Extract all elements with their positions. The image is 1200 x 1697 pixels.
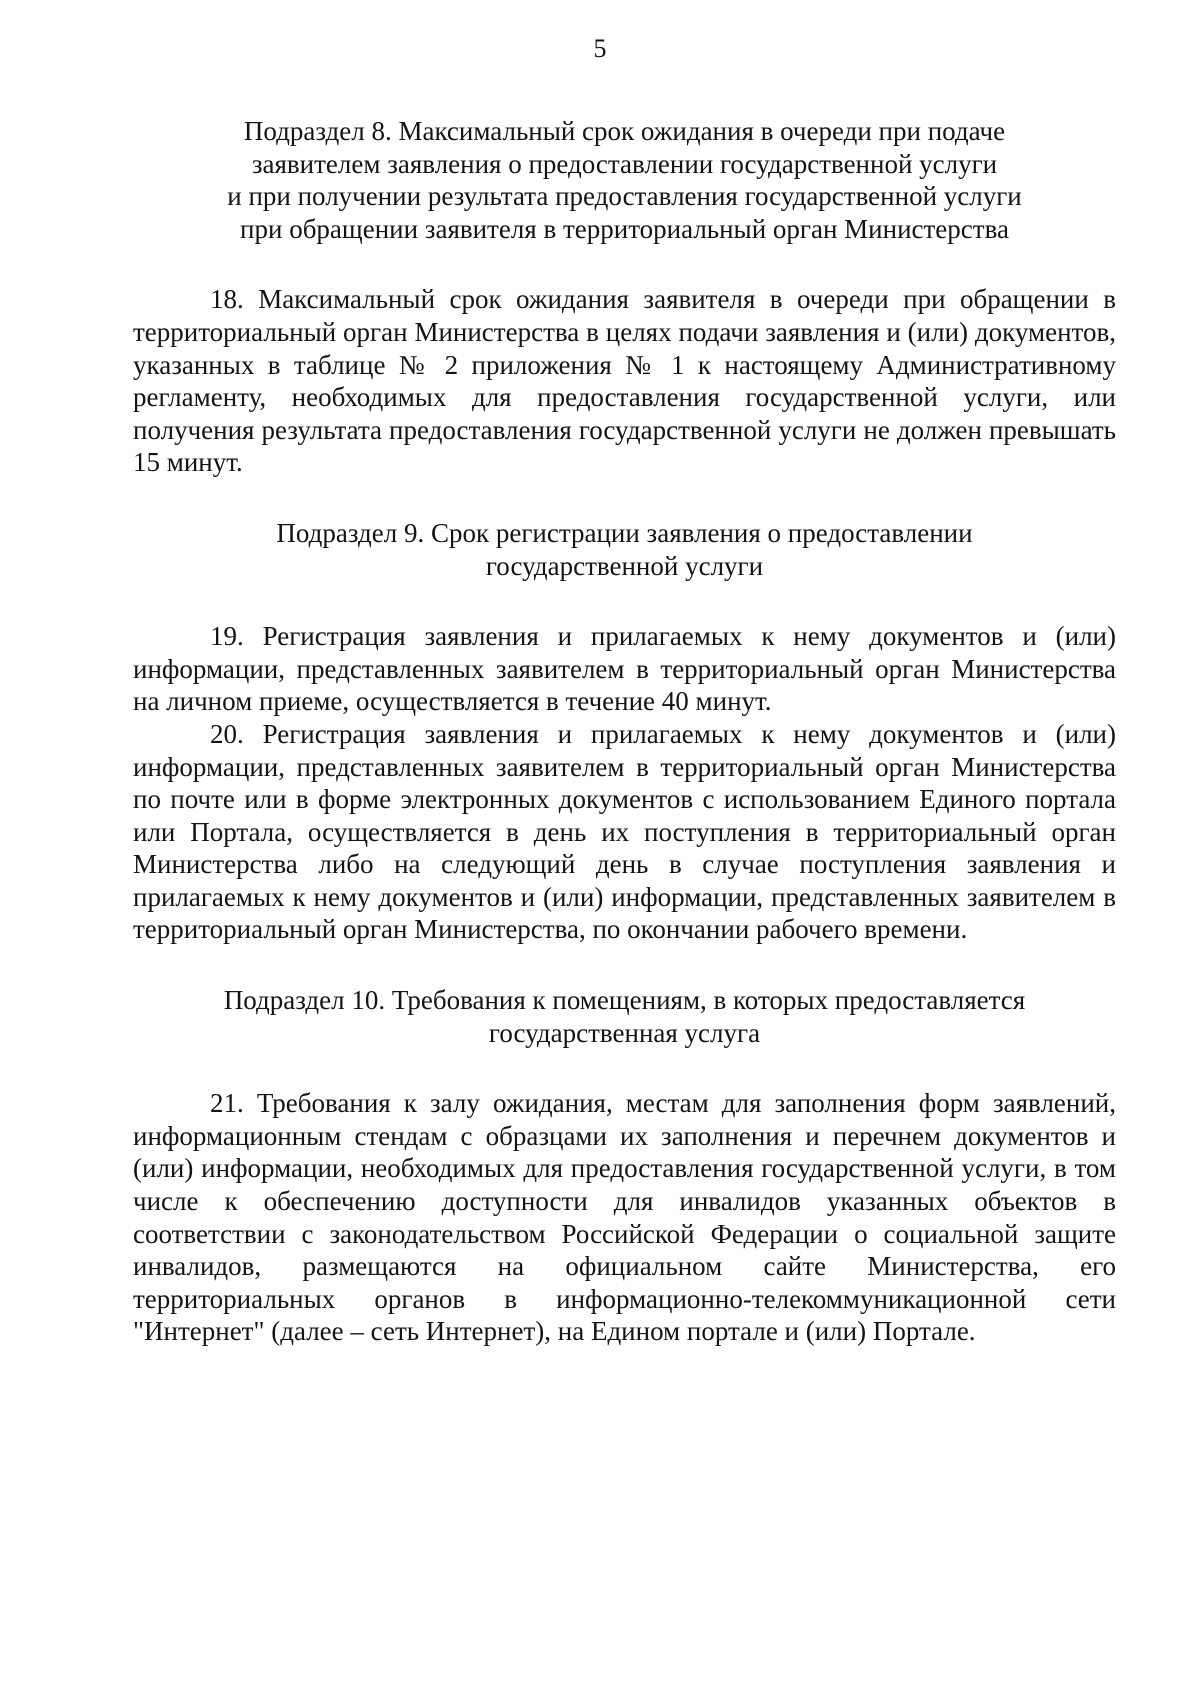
document-body <box>133 115 1116 1348</box>
paragraph-19: 19. Регистрация заявления и прилагаемых к нему документов и (или) информации, представленных заявителем в территориальный орган Министерства на личном приеме, осуществляется в течение 40 минут. <box>133 621 1116 717</box>
heading-line: при обращении заявителя в территориальный орган Министерства <box>240 213 1009 244</box>
paragraph-18: 18. Максимальный срок ожидания заявителя в очереди при обращении в территориальный орган Министерства в целях подачи заявления и (или) документов, указанных в таблице № 2 приложения № 1 к настоящему Административному регламенту, необходимых для предоставления государственной услуги, или получения результата предоставления государственной услуги не должен превышать 15 минут. <box>133 284 1116 478</box>
paragraph-21: 21. Требования к залу ожидания, местам для заполнения форм заявлений, информационным стендам с образцами их заполнения и перечнем документов и (или) информации, необходимых для предоставления государственной услуги, в том числе к обеспечению доступности для инвалидов указанных объектов в соответствии с законодательством Российской Федерации о социальной защите инвалидов, размещаются на официальном сайте Министерства, его территориальных органов в информационно-телекоммуникационной сети "Интернет" (далее – сеть Интернет), на Едином портале и (или) Портале. <box>133 1088 1116 1347</box>
section-heading-10 <box>133 984 1116 1049</box>
page-number: 5 <box>593 34 607 63</box>
section-heading-8 <box>133 115 1116 245</box>
heading-line: Подраздел 8. Максимальный срок ожидания в очереди при подаче <box>243 116 1006 146</box>
section-heading-9 <box>133 517 1116 582</box>
paragraph-20: 20. Регистрация заявления и прилагаемых к нему документов и (или) информации, представленных заявителем в территориальный орган Министерства по почте или в форме электронных документов с использованием Единого портала или Портала, осуществляется в день их поступления в территориальный орган Министерства либо на следующий день в случае поступления заявления и прилагаемых к нему документов и (или) информации, представленных заявителем в территориальный орган Министерства, по окончании рабочего времени. <box>133 718 1116 945</box>
heading-line: Подраздел 9. Срок регистрации заявления о предоставлении <box>276 517 973 548</box>
heading-line: государственная услуга <box>488 1017 761 1048</box>
heading-line: заявителем заявления о предоставлении государственной услуги <box>251 148 998 179</box>
heading-line: и при получении результата предоставления государственной услуги <box>227 181 1022 212</box>
heading-line: Подраздел 10. Требования к помещениям, в которых предоставляется <box>223 985 1026 1016</box>
heading-line: государственной услуги <box>485 550 764 581</box>
